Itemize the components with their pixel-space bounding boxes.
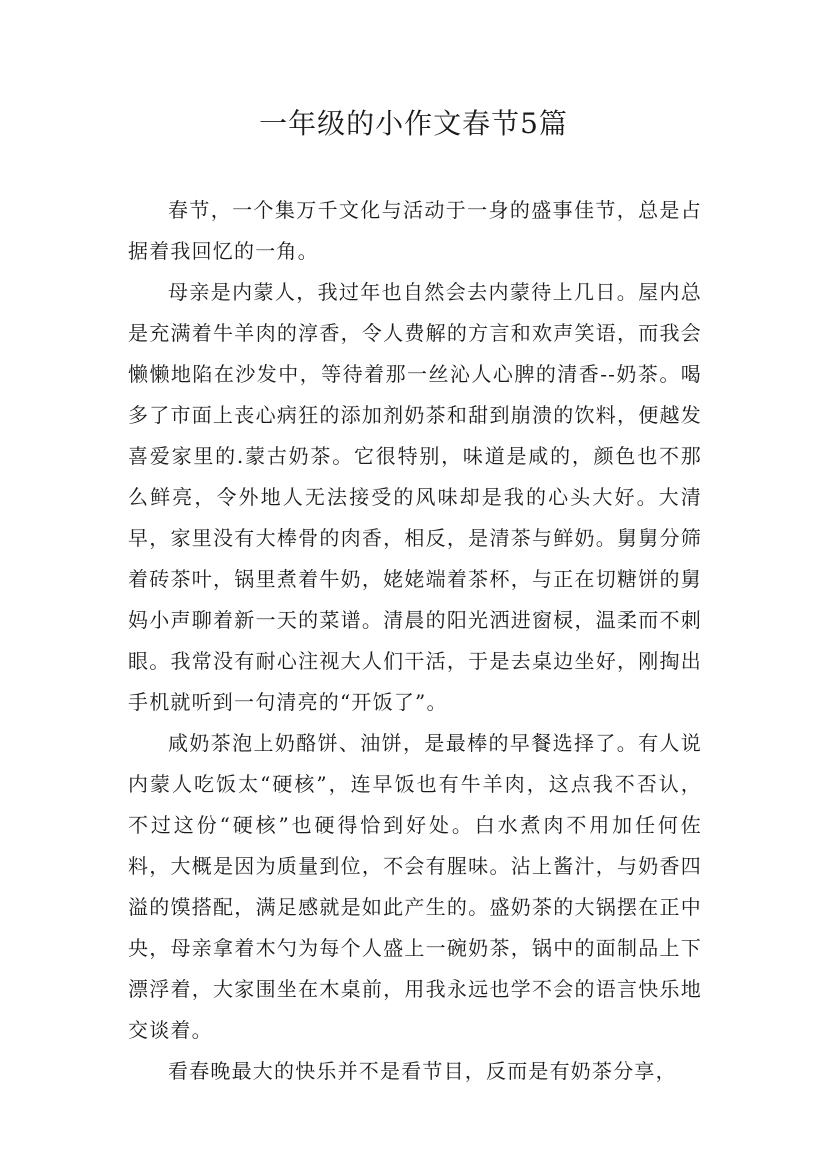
document-body — [128, 190, 702, 1092]
paragraph-1: 春节，一个集万千文化与活动于一身的盛事佳节，总是占据着我回忆的一角。 — [128, 198, 702, 263]
paragraph-4: 看春晚最大的快乐并不是看节目，反而是有奶茶分享， — [168, 1059, 677, 1083]
document-title: 一年级的小作文春节5篇 — [259, 107, 568, 140]
paragraph-3: 咸奶茶泡上奶酪饼、油饼，是最棒的早餐选择了。有人说内蒙人吃饭太“硬核”，连早饭也有牛羊肉，这点我不否认，不过这份“硬核”也硬得恰到好处。白水煮肉不用加任何佐料，大概是因为质量到位，不会有腥味。沾上酱汁，与奶香四溢的馍搭配，满足感就是如此产生的。盛奶茶的大锅摆在正中央，母亲拿着木勺为每个人盛上一碗奶茶，锅中的面制品上下漂浮着，大家围坐在木桌前，用我永远也学不会的语言快乐地交谈着。 — [128, 731, 702, 1042]
paragraph-2: 母亲是内蒙人，我过年也自然会去内蒙待上几日。屋内总是充满着牛羊肉的淳香，令人费解的方言和欢声笑语，而我会懒懒地陷在沙发中，等待着那一丝沁人心脾的清香--奶茶。喝多了市面上丧心病狂的添加剂奶茶和甜到崩溃的饮料，便越发喜爱家里的.蒙古奶茶。它很特别，味道是咸的，颜色也不那么鲜亮，令外地人无法接受的风味却是我的心头大好。大清早，家里没有大棒骨的肉香，相反，是清茶与鲜奶。舅舅分筛着砖茶叶，锅里煮着牛奶，姥姥端着茶杯，与正在切糖饼的舅妈小声聊着新一天的菜谱。清晨的阳光洒进窗棂，温柔而不刺眼。我常没有耐心注视大人们干活，于是去桌边坐好，刚掏出手机就听到一句清亮的“开饭了”。 — [128, 280, 702, 714]
